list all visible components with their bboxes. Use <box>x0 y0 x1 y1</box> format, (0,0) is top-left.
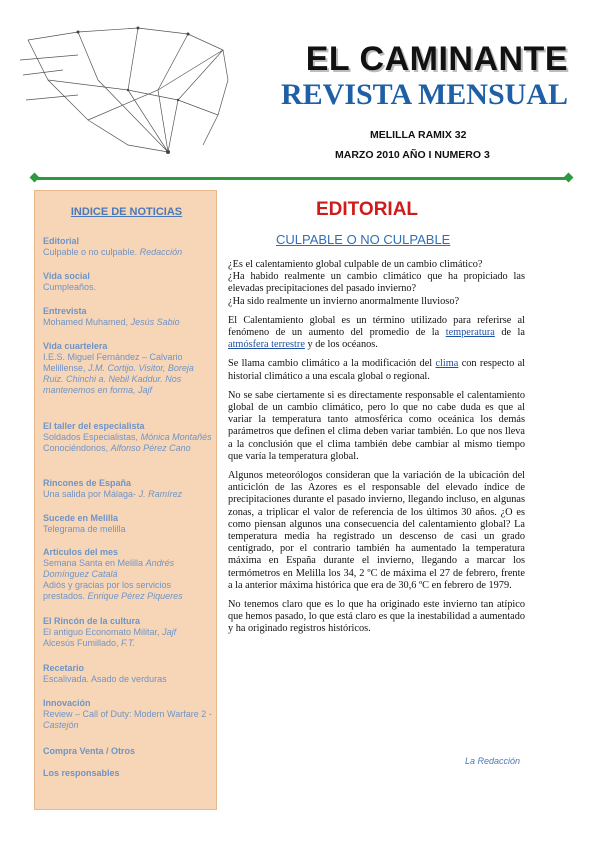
index-section-recetario[interactable] <box>43 663 213 685</box>
section-heading: Compra Venta / Otros <box>43 746 136 756</box>
question-3: ¿Ha sido realmente un invierno anormalmente lluvioso? <box>228 295 460 307</box>
editorial-body <box>228 259 525 643</box>
index-section-sucede[interactable] <box>43 513 213 535</box>
section-author: Castejón <box>43 720 79 730</box>
paragraph-1 <box>228 315 525 352</box>
paragraph-2 <box>228 358 525 382</box>
section-author: Andrés Domínguez Catalá <box>43 558 175 579</box>
section-heading: El Rincón de la cultura <box>43 616 141 626</box>
section-line: Review – Call of Duty: Modern Warfare 2 - <box>43 709 212 719</box>
section-line: El antiguo Economato Militar, <box>43 627 160 637</box>
index-section-innovacion[interactable] <box>43 698 213 731</box>
link-atmosfera[interactable]: atmósfera terrestre <box>228 339 305 351</box>
header-divider <box>34 177 569 180</box>
section-line-2: Conociéndonos, <box>43 443 109 453</box>
section-heading: Entrevista <box>43 306 87 316</box>
section-heading: El taller del especialista <box>43 421 145 431</box>
section-line: Escalivada. Asado de verduras <box>43 674 167 684</box>
index-section-compra-venta[interactable] <box>43 746 213 757</box>
magazine-title: EL CAMINANTE <box>305 40 568 78</box>
section-line: Mohamed Muhamed, <box>43 317 129 327</box>
section-line: I.E.S. Miguel Fernández – Calvario Melillense, <box>43 352 183 373</box>
p2-text-a: Se llama cambio climático a la modificación del <box>228 358 436 370</box>
section-heading: Rincones de España <box>43 478 132 488</box>
editorial-title: EDITORIAL <box>316 199 419 220</box>
index-section-taller[interactable] <box>43 421 213 454</box>
paragraph-4: Algunos meteorólogos consideran que la variación de la ubicación del anticiclón de las Azores es el responsable del elevado índice de precipitaciones durante el pasado invierno, llegando incluso, en algunas zonas, a triplicar el valor de referencia de los últimos 30 años. ¿O es como piensan algunos una consecuencia del calentamiento global? La temperatura media ha registrado un descenso de casi un grado centígrado, por el contrario también ha aumentado la temperatura máxima en España durante el invierno, llegando a marcar los termómetros en Melilla los 34, 2 ºC de máxima el 27 de febrero, frente a la anterior máxima histórica que era de 30,6 ºC en febrero de 1979. <box>228 470 525 591</box>
section-line: Una salida por Málaga- <box>43 489 137 499</box>
divider-diamond-right <box>564 173 574 183</box>
section-heading: Recetario <box>43 663 85 673</box>
index-sidebar <box>34 190 217 810</box>
index-section-editorial[interactable] <box>43 236 213 258</box>
editorial-subtitle[interactable]: CULPABLE O NO CULPABLE <box>276 232 451 247</box>
section-heading: Innovación <box>43 698 91 708</box>
divider-diamond-left <box>30 173 40 183</box>
header-sketch-illustration <box>18 20 233 160</box>
p1-text-b: de la <box>494 327 525 339</box>
section-author: J.M. Cortijo. Visitor, Boreja Ruiz. Chinchi a. Nebil Kaddur. Nos mantenemos en forma, Jajf <box>43 363 194 395</box>
section-author: J. Ramírez <box>138 489 183 499</box>
index-section-articulos[interactable] <box>43 547 213 602</box>
index-section-responsables[interactable] <box>43 768 213 779</box>
link-temperatura[interactable]: temperatura <box>445 327 495 339</box>
p2-text-b: con respecto al historial climático a una escala global o regional. <box>228 358 526 382</box>
index-section-cultura[interactable] <box>43 616 213 649</box>
section-line: Culpable o no culpable. <box>43 247 138 257</box>
link-clima[interactable]: clima <box>435 358 459 370</box>
section-author: Jesús Sabio <box>130 317 180 327</box>
section-author-2: Alfonso Pérez Cano <box>110 443 191 453</box>
section-author: Redacción <box>139 247 183 257</box>
section-author: Mónica Montañés <box>140 432 212 442</box>
index-section-entrevista[interactable] <box>43 306 213 328</box>
section-heading: Artículos del mes <box>43 547 119 557</box>
section-line-2: Alcesús Fumillado, <box>43 638 119 648</box>
section-author-2: F.T. <box>121 638 136 648</box>
p1-text-c: y de los océanos. <box>304 339 378 351</box>
section-author-2: Enrique Pérez Piqueres <box>87 591 183 601</box>
editorial-signature: La Redacción <box>465 756 521 766</box>
section-heading: Editorial <box>43 236 80 246</box>
magazine-subtitle: REVISTA MENSUAL <box>280 78 568 111</box>
section-heading: Los responsables <box>43 768 120 778</box>
issue-location: MELILLA RAMIX 32 <box>370 129 467 141</box>
index-section-vida-social[interactable] <box>43 271 213 293</box>
p1-text-a: El Calentamiento global es un término utilizado para referirse al fenómeno de un aumento del promedio de la <box>228 314 525 339</box>
paragraph-5: No tenemos claro que es lo que ha originado este invierno tan atípico que hemos pasado, lo que está claro es que la inestabilidad a aumentado y ha originado registros históricos. <box>228 599 525 635</box>
section-line: Semana Santa en Melilla <box>43 558 144 568</box>
paragraph-3: No se sabe ciertamente si es directamente responsable el calentamiento global de un cambio climático, pero lo que no cabe duda es que al variar la temperatura tanto atmosférica como oceánica los demás parámetros que definen el clima deben variar también. Lo que nos lleva a la conclusión que el clima también debe cambiar al mismo tiempo que varía la temperatura global. <box>228 389 525 462</box>
index-section-vida-cuartelera[interactable] <box>43 341 213 396</box>
index-section-rincones[interactable] <box>43 478 213 500</box>
issue-date: MARZO 2010 AÑO I NUMERO 3 <box>335 149 490 161</box>
section-line: Soldados Especialistas, <box>43 432 139 442</box>
section-heading: Vida cuartelera <box>43 341 108 351</box>
section-line-2: Adiós y gracias por los servicios prestados. <box>43 580 172 601</box>
question-1: ¿Es el calentamiento global culpable de un cambio climático? <box>228 259 483 270</box>
section-heading: Vida social <box>43 271 90 281</box>
section-line: Cumpleaños. <box>43 282 97 292</box>
index-title: INDICE DE NOTICIAS <box>70 206 183 218</box>
section-author: Jajf <box>162 627 177 637</box>
section-line: Telegrama de melilla <box>43 524 126 534</box>
question-2: ¿Ha habido realmente un cambio climático que ha propiciado las elevadas precipitaciones del pasado invierno? <box>228 271 525 295</box>
section-heading: Sucede en Melilla <box>43 513 119 523</box>
